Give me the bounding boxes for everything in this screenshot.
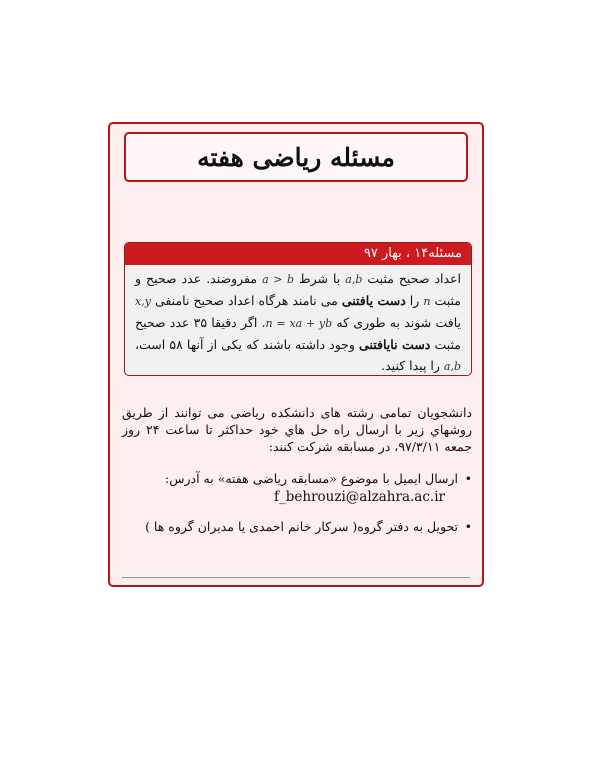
email-address: f_behrouzi@alzahra.ac.ir: [274, 489, 445, 505]
problem-text: یافت شوند به طوری که: [332, 315, 461, 330]
problem-text: را: [405, 293, 424, 308]
delivery-instruction: تحویل به دفتر گروه( سرکار خانم احمدی یا مدیران گروه ها ): [145, 519, 458, 534]
problem-text: اعداد صحیح مثبت: [362, 271, 462, 286]
problem-text: . اگر دقیقا ۳۵ عدد صحیح مثبت: [135, 315, 461, 352]
poster-frame: [108, 122, 484, 587]
page-title: مسئله ریاضی هفته: [197, 142, 395, 172]
email-instruction: ارسال ایمیل با موضوع «مسابقه ریاضی هفته» به آدرس:: [165, 471, 458, 486]
math-condition: a > b: [262, 273, 294, 286]
math-variable: a,b: [345, 273, 363, 286]
problem-text: مفروضند. عدد صحیح و مثبت: [135, 271, 461, 308]
problem-statement: [125, 265, 471, 376]
term-reachable: دست یافتنی: [341, 293, 406, 308]
problem-text: وجود داشته باشند که یکی از آنها ۵۸ است،: [135, 337, 360, 352]
problem-text: با شرط: [294, 271, 346, 286]
submission-methods: [122, 470, 472, 548]
problem-box: [124, 242, 472, 376]
problem-header: مسئله۱۴ ، بهار ۹۷: [125, 243, 471, 265]
math-variable: a,b: [443, 360, 461, 373]
participation-info: دانشجویان تمامی رشته های دانشکده ریاضی می توانند از طریق روشهاي زیر با ارسال راه حل هاي خود حداکثر تا ساعت ۲۴ روز جمعه ۹۷/۳/۱۱، در مسابقه شرکت کنند:: [122, 405, 472, 454]
math-variable: n: [423, 295, 431, 308]
list-item-email: [122, 470, 472, 506]
title-box: [124, 132, 468, 182]
term-unreachable: دست نایافتنی: [359, 337, 431, 352]
math-variable: x,y: [135, 295, 151, 308]
problem-text: می نامند هرگاه اعداد صحیح نامنفی: [150, 293, 342, 308]
footer-divider: [122, 577, 470, 578]
math-equation: n = xa + yb: [265, 317, 333, 330]
problem-text: را پیدا کنید.: [381, 358, 444, 373]
list-item-delivery: [122, 518, 472, 536]
